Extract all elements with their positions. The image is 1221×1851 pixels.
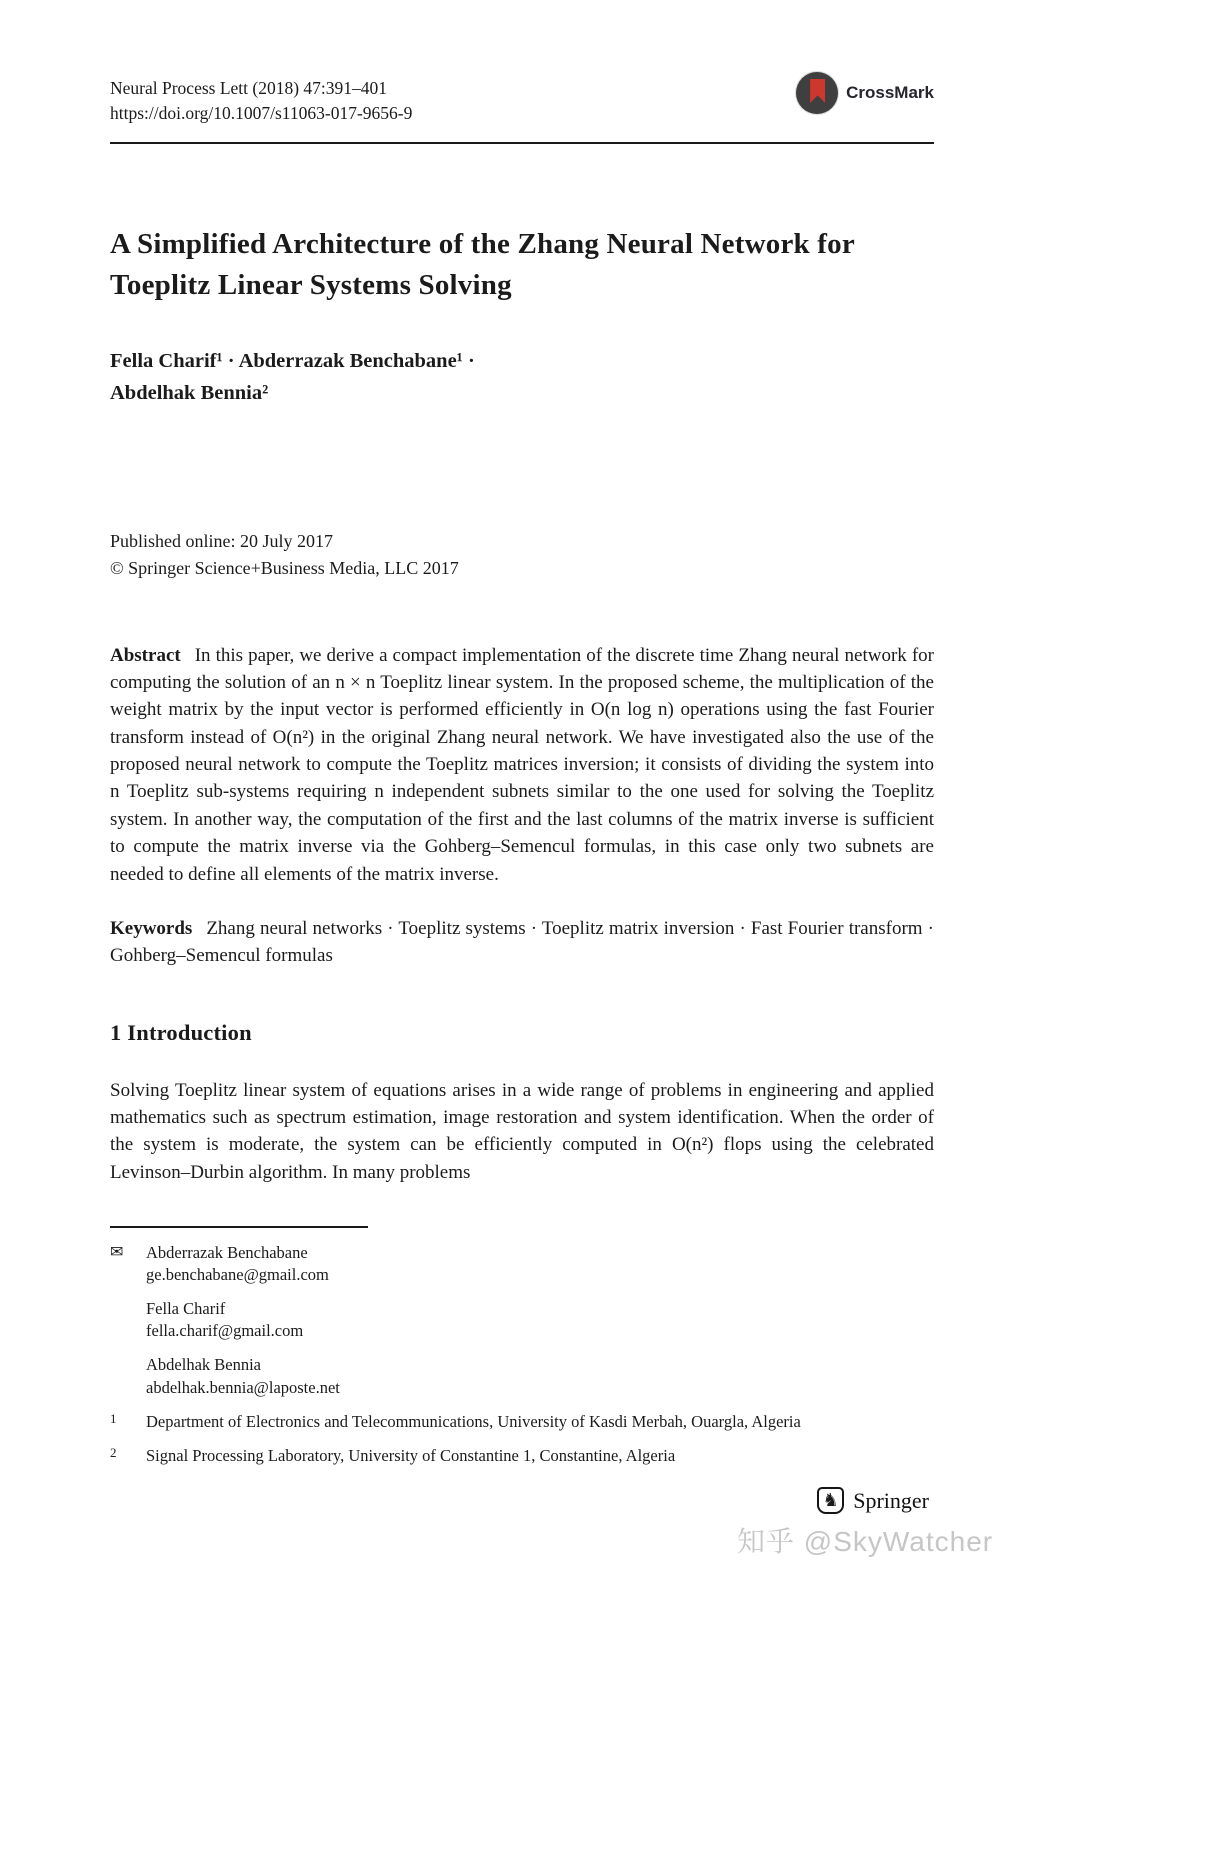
corresponding-author-entry xyxy=(110,1242,934,1286)
envelope-icon: ✉ xyxy=(110,1244,124,1261)
affiliation-entry xyxy=(110,1411,934,1433)
header-divider xyxy=(110,142,934,144)
crossmark-ribbon-icon xyxy=(810,79,825,103)
crossmark-badge[interactable] xyxy=(796,72,934,114)
keywords-label: Keywords xyxy=(110,917,193,939)
abstract-paragraph xyxy=(110,642,934,888)
abstract-text: In this paper, we derive a compact implementation of the discrete time Zhang neural network for computing the solution of an n × n Toeplitz linear system. In the proposed scheme, the multiplication of the weight matrix by the input vector is performed efficiently in O(n log n) operations using the fast Fourier transform instead of O(n²) in the original Zhang neural network. We have investigated also the use of the proposed neural network to compute the Toeplitz matrices inversion; it consists of dividing the system into n Toeplitz sub-systems requiring n independent subnets similar to the one used for solving the Toeplitz system. In another way, the computation of the first and the last columns of the matrix inverse is sufficient to compute the matrix inverse via the Gohberg–Semencul formulas, in this case only two subnets are needed to define all elements of the matrix inverse. xyxy=(110,644,934,885)
author-list xyxy=(110,346,934,410)
affiliation-marker xyxy=(110,1445,146,1467)
publisher-name: Springer xyxy=(853,1487,929,1513)
springer-horse-icon: ♞ xyxy=(817,1487,844,1514)
author-contact-entry xyxy=(110,1298,934,1342)
journal-info xyxy=(110,76,412,127)
affiliation-number: 1 xyxy=(110,1410,117,1426)
affiliation-text: Signal Processing Laboratory, University of Constantine 1, Constantine, Algeria xyxy=(146,1445,676,1465)
crossmark-icon xyxy=(796,72,838,114)
authors-line-2: Abdelhak Bennia² xyxy=(110,381,269,404)
doi-link[interactable]: https://doi.org/10.1007/s11063-017-9656-9 xyxy=(110,103,413,124)
contact-email: abdelhak.bennia@laposte.net xyxy=(146,1377,340,1397)
footnote-block xyxy=(110,1226,934,1479)
crossmark-label: CrossMark xyxy=(846,83,934,102)
corresponding-author-name: Abderrazak Benchabane xyxy=(146,1243,308,1262)
contact-marker-spacer xyxy=(110,1354,146,1398)
authors-line-1: Fella Charif¹ · Abderrazak Benchabane¹ · xyxy=(110,350,475,373)
contact-email: fella.charif@gmail.com xyxy=(146,1321,304,1341)
footnote-divider xyxy=(110,1226,368,1228)
introduction-paragraph: Solving Toeplitz linear system of equations arises in a wide range of problems in engineering and applied mathematics such as spectrum estimation, image restoration and system identification. When the order of the system is moderate, the system can be efficiently computed in O(n²) flops using the celebrated Levinson–Durbin algorithm. In many problems xyxy=(110,1079,934,1183)
journal-reference: Neural Process Lett (2018) 47:391–401 xyxy=(110,78,388,98)
copyright-line: © Springer Science+Business Media, LLC 2017 xyxy=(110,557,459,578)
page-header xyxy=(110,76,934,127)
article-title: A Simplified Architecture of the Zhang Neural Network for Toeplitz Linear Systems Solving xyxy=(110,227,855,301)
corresponding-author-body xyxy=(146,1242,934,1286)
published-online: Published online: 20 July 2017 xyxy=(110,530,334,551)
corresponding-author-email: ge.benchabane@gmail.com xyxy=(146,1265,329,1285)
author-contact-body xyxy=(146,1354,934,1398)
affiliation-entry xyxy=(110,1445,934,1467)
contact-name: Abdelhak Bennia xyxy=(146,1355,262,1375)
springer-logo xyxy=(817,1487,929,1514)
page-content xyxy=(110,0,934,1186)
keywords-paragraph xyxy=(110,915,934,970)
affiliation-marker xyxy=(110,1411,146,1433)
contact-name: Fella Charif xyxy=(146,1299,226,1319)
affiliation-number: 2 xyxy=(110,1444,117,1460)
author-contact-body xyxy=(146,1298,934,1342)
section-heading-introduction: 1 Introduction xyxy=(110,1019,252,1045)
affiliation-text: Department of Electronics and Telecommunications, University of Kasdi Merbah, Ouargla, Algeria xyxy=(146,1411,801,1431)
author-contact-entry xyxy=(110,1354,934,1398)
abstract-label: Abstract xyxy=(110,644,181,666)
publication-info xyxy=(110,528,934,582)
watermark-text: 知乎 @SkyWatcher xyxy=(737,1526,994,1557)
contact-marker-spacer xyxy=(110,1298,146,1342)
keywords-text: Zhang neural networks · Toeplitz systems · Toeplitz matrix inversion · Fast Fourier transform · Gohberg–Semencul formulas xyxy=(110,917,934,967)
